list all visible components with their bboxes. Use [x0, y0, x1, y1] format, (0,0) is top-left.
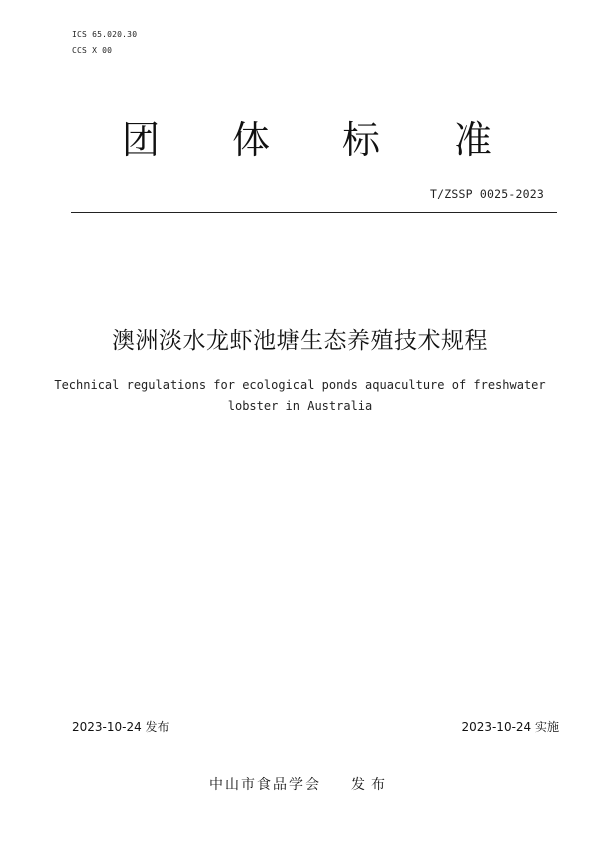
ics-code: ICS 65.020.30 [72, 30, 138, 39]
ccs-code: CCS X 00 [72, 46, 113, 55]
document-type-char: 标 [342, 118, 381, 162]
publish-date: 2023-10-24 发布 [72, 720, 170, 734]
standard-number: T/ZSSP 0025-2023 [430, 187, 544, 201]
document-type-heading [0, 114, 600, 170]
header-divider [71, 212, 557, 213]
publisher-action: 发布 [351, 777, 391, 793]
document-type-char: 体 [232, 118, 271, 162]
document-type-char: 准 [454, 118, 493, 162]
publisher-name: 中山市食品学会 [209, 777, 321, 793]
publisher-line [0, 774, 600, 794]
implement-date: 2023-10-24 实施 [461, 720, 559, 734]
title-english-line-2: lobster in Australia [227, 399, 373, 413]
title-english-line-1: Technical regulations for ecological ponds aquaculture of freshwater [54, 378, 546, 392]
document-type-char: 团 [122, 118, 161, 162]
title-chinese: 澳洲淡水龙虾池塘生态养殖技术规程 [112, 328, 488, 354]
